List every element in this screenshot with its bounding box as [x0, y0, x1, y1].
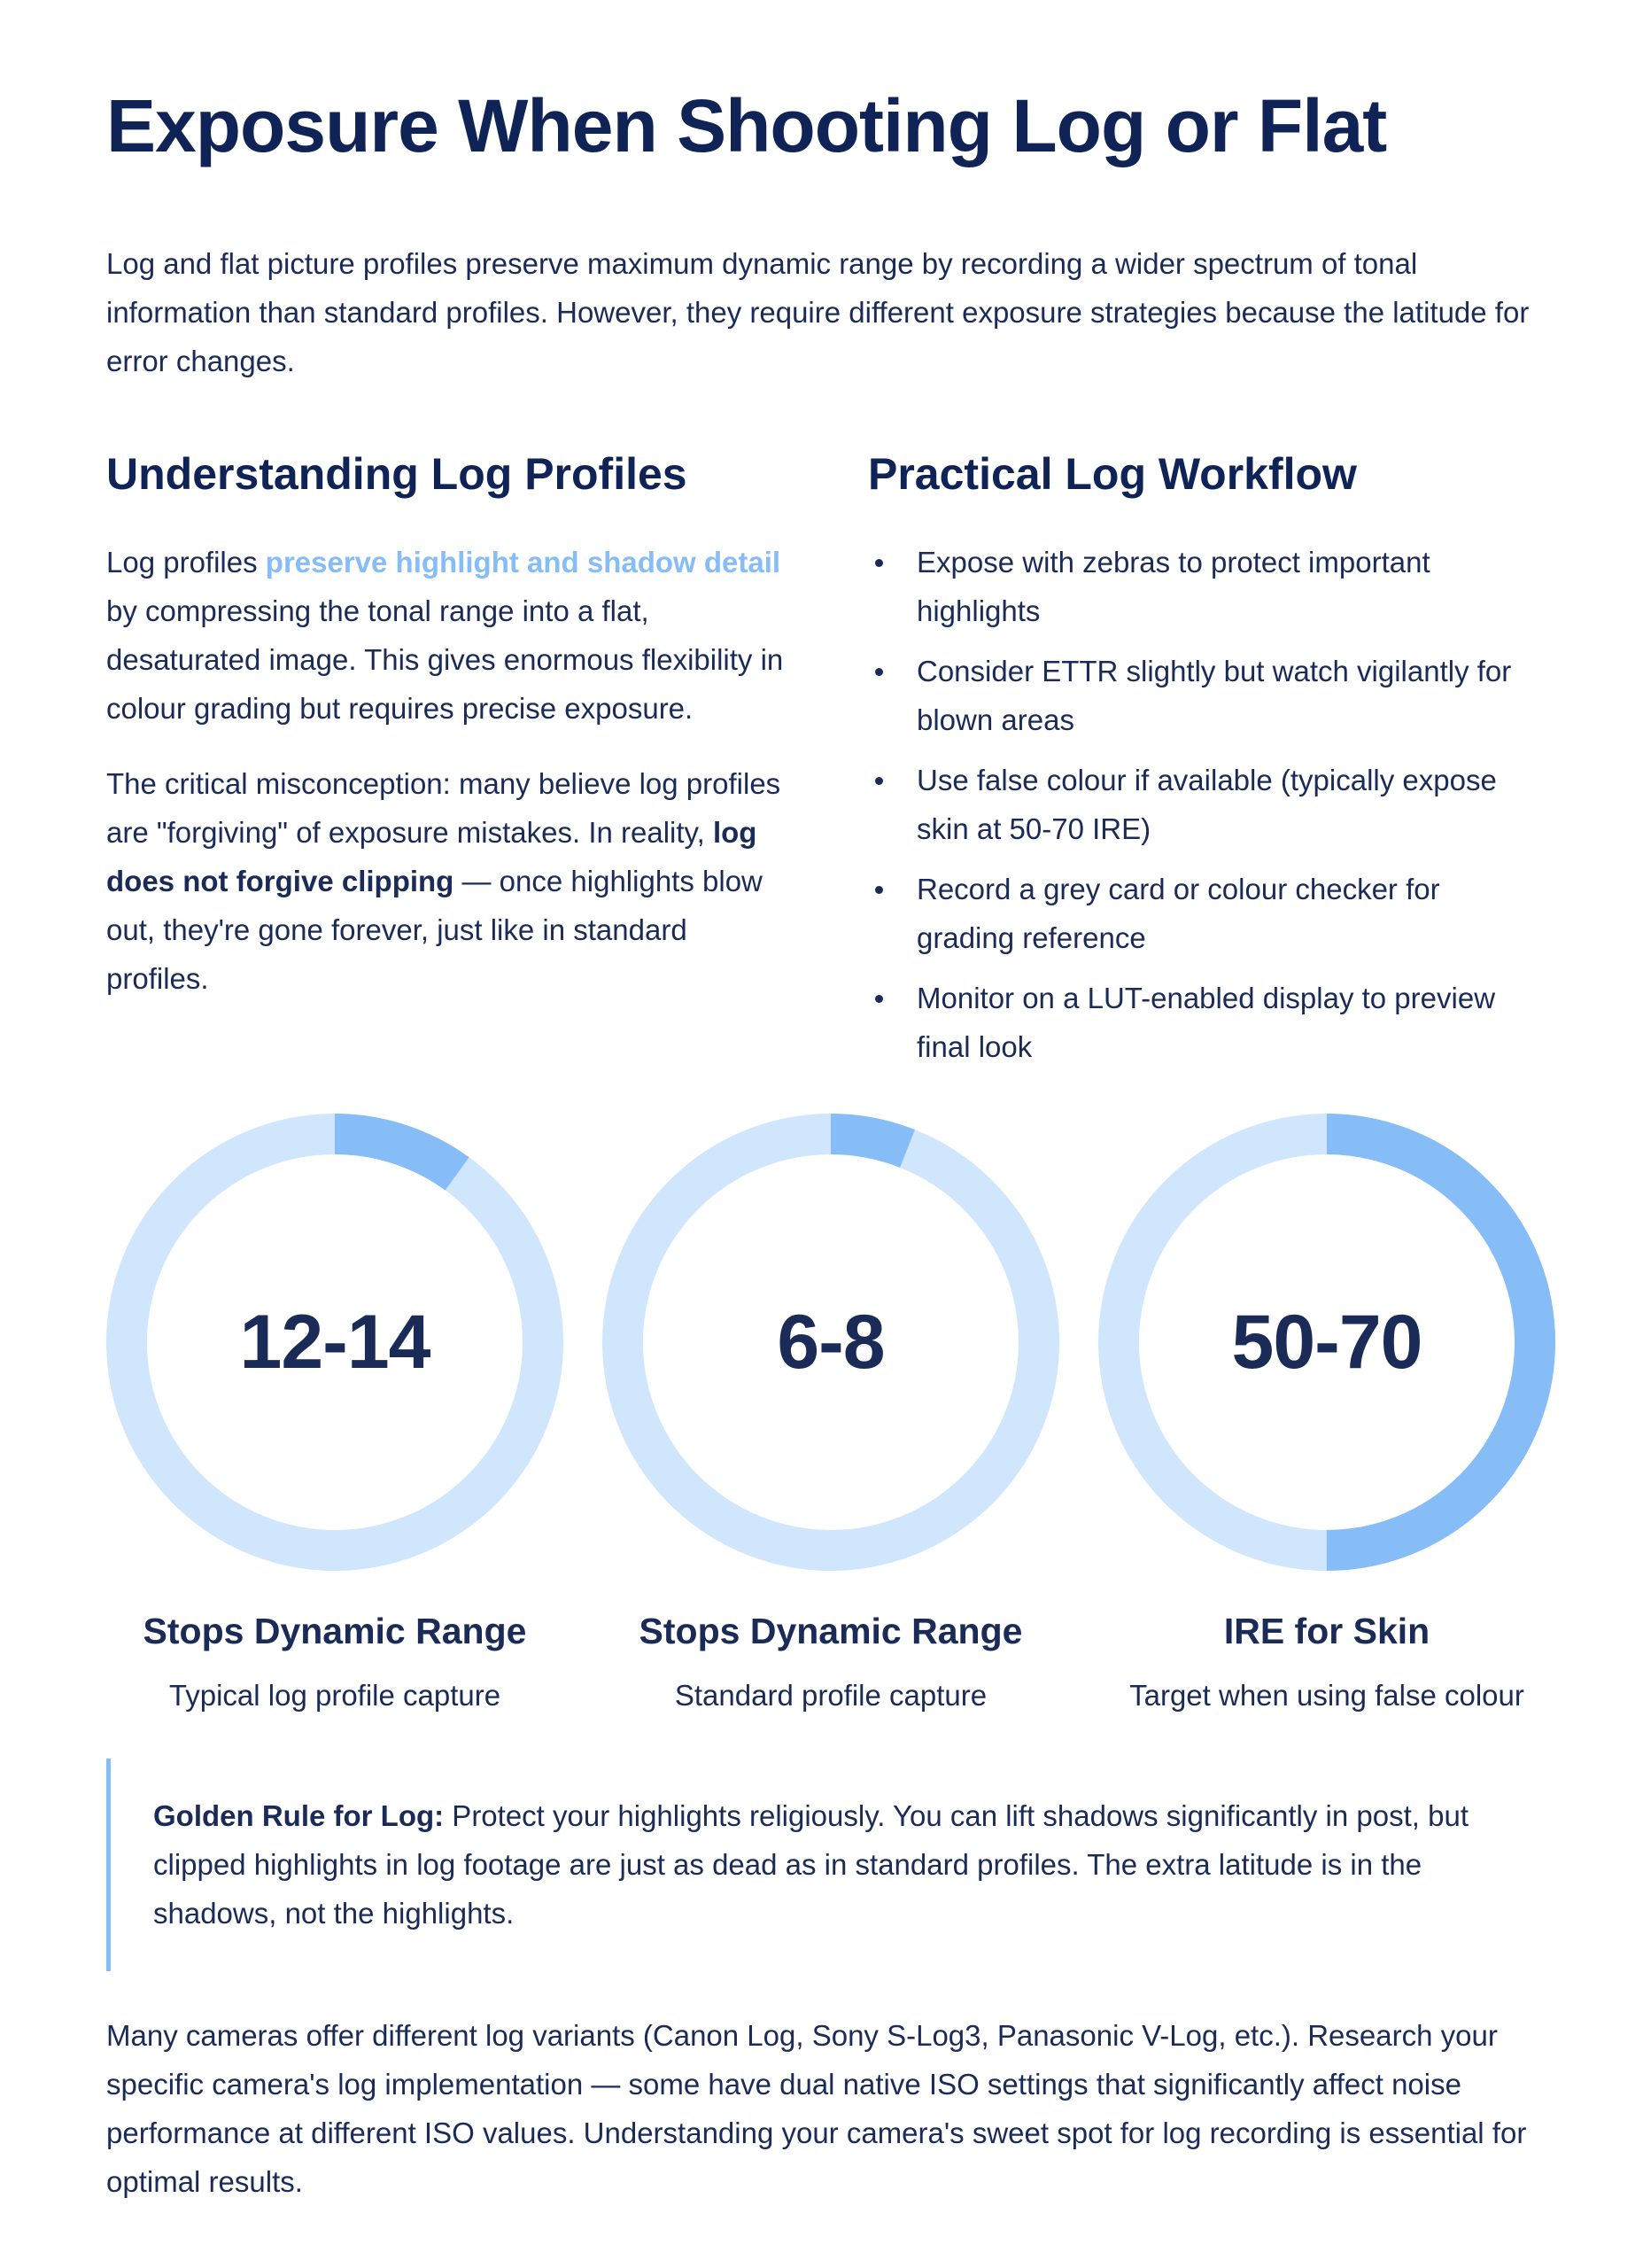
stat-value: 12-14	[239, 1300, 430, 1385]
list-item	[868, 756, 1537, 853]
list-item-text: Use false colour if available (typically expose skin at 50-70 IRE)	[917, 764, 1497, 845]
understanding-p2-text-start: The critical misconception: many believe log profiles are "forgiving" of exposure mistakes. In reality,	[106, 767, 781, 849]
list-item-text: Monitor on a LUT-enabled display to preview final look	[917, 982, 1496, 1063]
stat-subtitle: Standard profile capture	[674, 1679, 988, 1713]
list-item	[868, 538, 1537, 635]
list-item-text: Record a grey card or colour checker for grading reference	[917, 873, 1440, 954]
understanding-p1-text-end: by compressing the tonal range into a flat, desaturated image. This gives enormous flexibility in colour grading but requires precise exposure.	[106, 594, 784, 725]
understanding-heading: Understanding Log Profiles	[106, 449, 687, 499]
understanding-paragraph-2	[106, 759, 797, 1003]
stat-value: 50-70	[1231, 1300, 1422, 1385]
stat-subtitle: Typical log profile capture	[168, 1679, 501, 1713]
stats-row	[106, 1112, 1537, 1732]
callout-body: Protect your highlights religiously. You can lift shadows significantly in post, but clipped highlights in log footage are just as dead as in standard profiles. The extra latitude is in the shadows, not the highlights.	[153, 1799, 1469, 1930]
understanding-section	[106, 447, 797, 1029]
highlight-link[interactable]: preserve highlight and shadow detail	[265, 546, 781, 579]
bullet-icon	[875, 777, 883, 785]
bullet-icon	[875, 559, 883, 567]
stat-label: Stops Dynamic Range	[639, 1611, 1023, 1651]
understanding-paragraph-1	[106, 538, 797, 733]
stat-card-log-range	[96, 1112, 574, 1713]
stat-value: 6-8	[777, 1300, 885, 1385]
list-item	[868, 974, 1537, 1071]
stat-subtitle: Target when using false colour	[1129, 1679, 1524, 1713]
callout-title: Golden Rule for Log:	[153, 1799, 445, 1832]
closing-paragraph: Many cameras offer different log variants (Canon Log, Sony S-Log3, Panasonic V-Log, etc.). Research your specific camera's log implementation — some have dual native ISO settings that significantly affect noise performance at different ISO values. Understanding your camera's sweet spot for log recording is essential for optimal results.	[106, 2019, 1527, 2198]
golden-rule-callout	[106, 1759, 1537, 1971]
list-item-text: Consider ETTR slightly but watch vigilantly for blown areas	[917, 655, 1512, 736]
stat-label: IRE for Skin	[1223, 1611, 1430, 1651]
stat-card-standard-range	[592, 1112, 1070, 1713]
understanding-p2-bold: log does not forgive clipping	[106, 816, 757, 897]
bullet-icon	[875, 886, 883, 894]
bullet-icon	[875, 995, 883, 1003]
workflow-heading: Practical Log Workflow	[868, 449, 1357, 499]
stat-card-ire-skin	[1088, 1112, 1566, 1713]
stat-label: Stops Dynamic Range	[143, 1611, 527, 1651]
list-item	[868, 865, 1537, 962]
workflow-section	[868, 447, 1537, 1083]
understanding-p2-text-end: — once highlights blow out, they're gone forever, just like in standard profiles.	[106, 865, 763, 995]
page-title: Exposure When Shooting Log or Flat	[106, 84, 1387, 167]
workflow-list	[868, 538, 1537, 1071]
intro-paragraph: Log and flat picture profiles preserve maximum dynamic range by recording a wider spectrum of tonal information than standard profiles. However, they require different exposure strategies because the latitude for error changes.	[106, 247, 1530, 377]
understanding-p1-text-start: Log profiles	[106, 546, 266, 579]
callout-text	[153, 1791, 1537, 1938]
list-item-text: Expose with zebras to protect important highlights	[917, 546, 1430, 627]
list-item	[868, 647, 1537, 744]
bullet-icon	[875, 668, 883, 676]
